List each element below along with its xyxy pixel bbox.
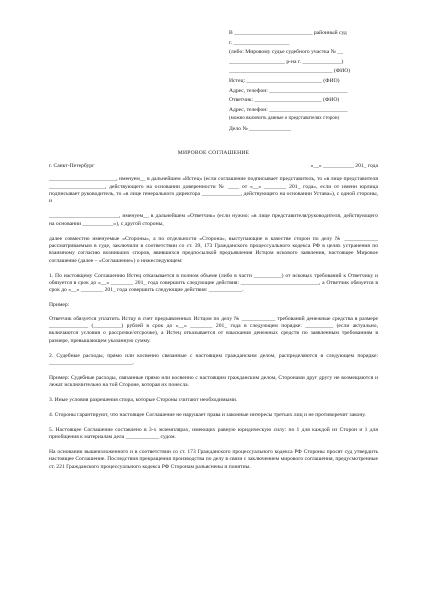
paragraph-parties: далее совместно именуемые «Стороны», а по отдельности «Сторона», выступающие в качестве сторон по делу № ____________ рассматриваемым в суде, заключили в соответствии со ст. 39, 173 Гражданского процессуального кодекса РФ в целях устранения по взаимному согласию возникших споров, явившихся предпосылкой предъявления Истцом искового заявления, настоящее Мировое соглашение (далее – «Соглашение») о нижеследующем: [49, 235, 378, 264]
header-line: ____________________ р-на г. ______________) [229, 58, 344, 65]
date: «__» ___________ 201_ года [310, 162, 378, 169]
paragraph-final: На основании вышеизложенного и в соответствии со ст. 173 Гражданского процессуального кодекса РФ Стороны просят суд утвердить настоящее Соглашение. Последствия прекращения производства по делу в связи с заключением мирового соглашения, предусмотренные ст. 221 Гражданского процессуального кодекса РФ Сторонам разъяснены и понятны. [49, 449, 378, 470]
paragraph-clause-5: 5. Настоящее Соглашение составлено в 3-х экземплярах, имеющих равную юридическую силу: по 1 для каждой из Сторон и 1 для приобщения к материалам дела ____________ судом. [49, 426, 378, 441]
header-line: Адрес, телефон: ____________________________ [229, 106, 348, 113]
header-line: _____________________________________ (ФИО) [229, 68, 351, 75]
document-title: МИРОВОЕ СОГЛАШЕНИЕ [177, 149, 250, 156]
agreement-body [49, 176, 378, 471]
paragraph-clause-1: 1. По настоящему Соглашению Истец отказывается в полном объеме (либо в части __________) от исковых требований к Ответчику и обязуется в срок до «__» ________ 201_ года совершить следующие действия: ____________________________, а Ответчик обязуется в срок до «__» ________ 201_ года совершить следующие действия: ____________. [49, 272, 378, 294]
header-line: Ответчик: ________________________ (ФИО) [229, 97, 340, 104]
paragraph-clause-3: 3. Иные условия разрешения спора, которые Стороны считают необходимыми. [49, 397, 238, 404]
header-line: (либо: Мировому судье судебного участка № __ [229, 49, 343, 56]
paragraph-defendant: _________________________, именуем__ в дальнейшем «Ответчик» (если нужно: «в лице представителя/руководителя, действующего на основании ___________»), с другой стороны, [49, 213, 378, 227]
paragraph-plaintiff: ________________________, именуем__ в дальнейшем «Истец» (если соглашение подписывает представитель, то «в лице представителя ____________________, действующего на основании доверенности № ____ от «__» ________ 201_ года», если от имени юрлица подписывает руководитель, то «в лице генерального директора ______________, действующего на основании Устава»), с одной стороны, и [49, 176, 378, 205]
paragraph-clause-2: 2. Судебные расходы, прямо или косвенно связанные с настоящим гражданским делом, распределяются в следующем порядке: ______________________________. [49, 352, 378, 366]
court-header [229, 30, 424, 136]
header-line: Истец: ___________________________ (ФИО) [229, 77, 340, 84]
paragraph-clause-4: 4. Стороны гарантируют, что настоящее Соглашение не нарушает права и законные интересы третьих лиц и не противоречит закону. [49, 411, 366, 418]
paragraph-example-label: Пример: [49, 302, 70, 309]
header-line: (можно включить данные о представителях сторон) [229, 116, 340, 122]
header-line: г. ____________________ [229, 39, 290, 46]
paragraph-example: Ответчик обязуется уплатить Истцу в счет предъявленных Истцом по делу № ____________ требований денежные средства в размере ______________ (__________) рублей в срок до «__» ________ 201_ года в следующем порядке: __________ (если актуально, включаются условия о рассрочке/отсрочке), а Истец отказывается от взыскания денежных средств по заявленным требованиям в размере, превышающем указанную сумму. [49, 315, 378, 344]
place: г. Санкт-Петербург [49, 162, 95, 169]
header-line: В ____________________________ районный суд [229, 30, 347, 36]
header-line: Дело № _______________ [229, 125, 292, 132]
place-date-row [49, 163, 378, 170]
paragraph-example-2: Пример: Судебные расходы, связанные прямо или косвенно с настоящим гражданским делом, Сторонами друг другу не возмещаются и лежат исключительно на той Стороне, которая их понесла. [49, 374, 378, 389]
header-line: Адрес, телефон: ____________________________ [229, 87, 348, 94]
